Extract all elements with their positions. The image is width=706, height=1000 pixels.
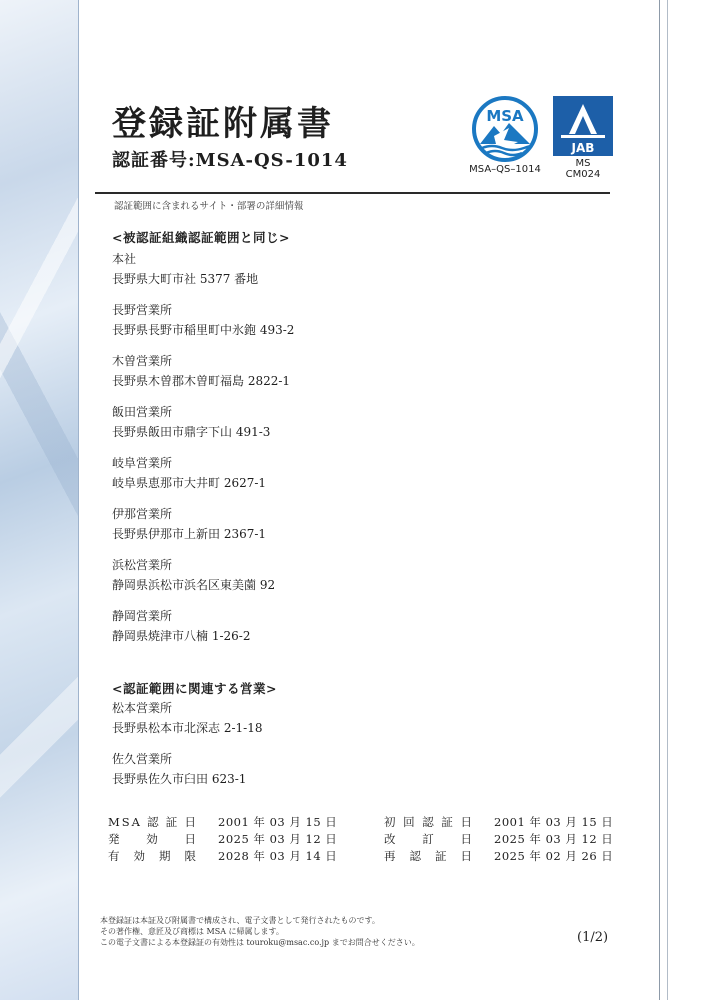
site-entry bbox=[112, 606, 250, 646]
msa-mark-text: MSA bbox=[486, 107, 524, 125]
site-address: 静岡県浜松市浜名区東美薗 92 bbox=[112, 578, 276, 592]
jab-logo bbox=[553, 96, 613, 180]
date-value: 2028 年 03 月 14 日 bbox=[218, 849, 338, 863]
date-label: MSA認証日 bbox=[108, 815, 198, 829]
site-name: 伊那営業所 bbox=[112, 507, 173, 521]
site-entry bbox=[112, 504, 266, 544]
header-divider bbox=[95, 192, 610, 194]
site-name: 飯田営業所 bbox=[112, 405, 173, 419]
site-entry bbox=[112, 698, 262, 738]
msa-mark-icon bbox=[468, 96, 542, 162]
date-value: 2025 年 03 月 12 日 bbox=[494, 832, 614, 846]
jab-mark-text: JAB bbox=[571, 141, 595, 155]
section-heading-related-offices: <認証範囲に関連する営業> bbox=[112, 681, 277, 696]
site-name: 静岡営業所 bbox=[112, 609, 173, 623]
date-value: 2025 年 03 月 12 日 bbox=[218, 832, 338, 846]
date-label: 初回認証日 bbox=[384, 815, 474, 829]
site-entry bbox=[112, 453, 266, 493]
section-heading-certified-scope: <被認証組織認証範囲と同じ> bbox=[112, 230, 290, 245]
site-address: 静岡県焼津市八楠 1-26-2 bbox=[112, 629, 251, 643]
document-title: 登録証附属書 bbox=[112, 104, 334, 144]
page-edge-line bbox=[667, 0, 668, 1000]
date-label: 再認証日 bbox=[384, 849, 474, 863]
site-address: 長野県伊那市上新田 2367-1 bbox=[112, 527, 267, 541]
site-entry bbox=[112, 249, 258, 289]
msa-logo-caption: MSA–QS–1014 bbox=[469, 164, 541, 175]
jab-mark-icon bbox=[553, 96, 613, 156]
site-address: 長野県飯田市鼎字下山 491-3 bbox=[112, 425, 271, 439]
site-entry bbox=[112, 300, 294, 340]
footer-line: その著作権、意匠及び商標は MSA に帰属します。 bbox=[100, 927, 284, 936]
certificate-number: 認証番号:MSA-QS-1014 bbox=[112, 150, 348, 171]
date-value: 2001 年 03 月 15 日 bbox=[494, 815, 614, 829]
date-label: 発効日 bbox=[108, 832, 198, 846]
footer-notes bbox=[100, 915, 420, 948]
site-entry bbox=[112, 402, 270, 442]
site-address: 長野県佐久市臼田 623-1 bbox=[112, 772, 247, 786]
site-name: 佐久営業所 bbox=[112, 752, 173, 766]
decorative-side-band bbox=[0, 0, 79, 1000]
site-entry bbox=[112, 749, 246, 789]
footer-line: この電子文書による本登録証の有効性は touroku@msac.co.jp までお問合せください。 bbox=[100, 938, 420, 947]
site-address: 長野県長野市稲里町中氷鉋 493-2 bbox=[112, 323, 295, 337]
date-label: 改訂日 bbox=[384, 832, 474, 846]
site-address: 岐阜県恵那市大井町 2627-1 bbox=[112, 476, 267, 490]
site-name: 岐阜営業所 bbox=[112, 456, 173, 470]
date-value: 2025 年 02 月 26 日 bbox=[494, 849, 614, 863]
date-value: 2001 年 03 月 15 日 bbox=[218, 815, 338, 829]
msa-logo bbox=[468, 96, 542, 175]
site-address: 長野県木曽郡木曽町福島 2822-1 bbox=[112, 374, 291, 388]
page-number: (1/2) bbox=[577, 930, 609, 945]
site-name: 本社 bbox=[112, 252, 137, 266]
site-name: 木曽営業所 bbox=[112, 354, 173, 368]
date-label: 有効期限 bbox=[108, 849, 198, 863]
site-name: 浜松営業所 bbox=[112, 558, 173, 572]
site-name: 松本営業所 bbox=[112, 701, 173, 715]
jab-logo-caption: MS CM024 bbox=[565, 158, 601, 180]
site-address: 長野県松本市北深志 2-1-18 bbox=[112, 721, 263, 735]
site-entry bbox=[112, 351, 290, 391]
page-edge-line bbox=[659, 0, 660, 1000]
site-entry bbox=[112, 555, 275, 595]
site-address: 長野県大町市社 5377 番地 bbox=[112, 272, 259, 286]
site-name: 長野営業所 bbox=[112, 303, 173, 317]
scope-note: 認証範囲に含まれるサイト・部署の詳細情報 bbox=[114, 201, 304, 212]
footer-line: 本登録証は本証及び附属書で構成され、電子文書として発行されたものです。 bbox=[100, 916, 380, 925]
